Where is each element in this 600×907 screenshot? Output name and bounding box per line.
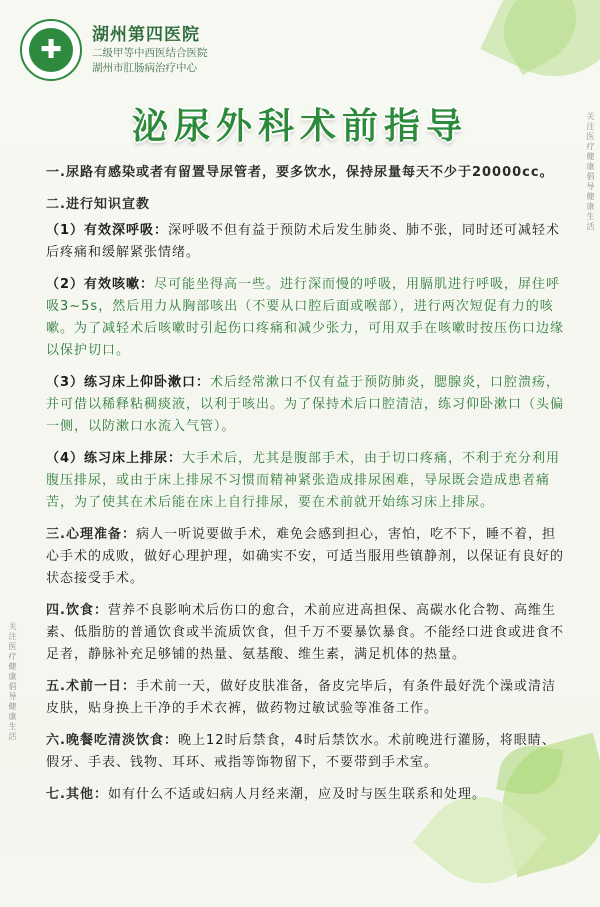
section-3 — [46, 524, 568, 590]
item-label: （2）有效咳嗽： — [46, 277, 155, 292]
hospital-subtitle-2: 湖州市肛肠病治疗中心 — [92, 62, 197, 74]
item-label: （4）练习床上排尿： — [46, 451, 183, 466]
section-2-item-2 — [46, 274, 568, 362]
section-label: 四.饮食： — [46, 603, 108, 618]
section-2-item-3 — [46, 372, 568, 438]
cross-icon: ✚ — [29, 28, 73, 72]
guide-content — [46, 162, 568, 810]
section-label: 三.心理准备： — [46, 527, 136, 542]
item-text: 尽可能坐得高一些。进行深而慢的呼吸，用膈肌进行呼吸，屏住呼吸3~5s，然后用力从胸部咳出（不要从口腔后面或喉部），进行两次短促有力的咳嗽。为了减轻术后咳嗽时引起伤口疼痛和减少张力，可用双手在咳嗽时按压伤口边缘以保护切口。 — [46, 277, 565, 358]
side-slogan-left: 关注医疗健康倡导健康生活 — [8, 622, 17, 742]
section-text: 病人一听说要做手术，难免会感到担心，害怕，吃不下，睡不着，担心手术的成败，做好心理护理，如确实不安，可适当服用些镇静剂，以保证有良好的状态接受手术。 — [46, 527, 565, 586]
side-slogan-right: 关注医疗健康倡导健康生活 — [586, 112, 595, 232]
section-1: 一.尿路有感染或者有留置导尿管者，要多饮水，保持尿量每天不少于20000cc。 — [46, 165, 554, 180]
item-text: 深呼吸不但有益于预防术后发生肺炎、肺不张，同时还可减轻术后疼痛和缓解紧张情绪。 — [46, 223, 561, 260]
item-label: （3）练习床上仰卧漱口： — [46, 375, 211, 390]
section-label: 七.其他： — [46, 787, 108, 802]
section-text: 如有什么不适或妇病人月经来潮，应及时与医生联系和处理。 — [107, 787, 486, 802]
section-7 — [46, 784, 568, 806]
hospital-info — [92, 24, 208, 76]
hospital-header — [20, 18, 208, 82]
section-text: 营养不良影响术后伤口的愈合，术前应进高担保、高碳水化合物、高维生素、低脂肪的普通饮食或半流质饮食，但千万不要暴饮暴食。不能经口进食或进食不足者，静脉补充足够铺的热量、氨基酸、维生素，满足机体的热量。 — [46, 603, 565, 662]
hospital-subtitle-1: 二级甲等中西医结合医院 — [92, 47, 208, 59]
page-title: 泌尿外科术前指导 — [131, 106, 468, 147]
section-label: 六.晚餐吃清淡饮食： — [46, 733, 178, 748]
item-label: （1）有效深呼吸： — [46, 223, 169, 238]
section-text: 晚上12时后禁食，4时后禁饮水。术前晚进行灌肠，将眼睛、假牙、手表、钱物、耳环、戒指等饰物留下，不要带到手术室。 — [46, 733, 556, 770]
section-2-item-1 — [46, 220, 568, 264]
hospital-name: 湖州第四医院 — [92, 25, 200, 45]
hospital-logo — [20, 19, 82, 81]
section-2-heading: 二.进行知识宣教 — [46, 197, 150, 212]
section-6 — [46, 730, 568, 774]
section-2-item-4 — [46, 448, 568, 514]
section-4 — [46, 600, 568, 666]
section-5 — [46, 676, 568, 720]
section-label: 五.术前一日： — [46, 679, 136, 694]
item-text: 大手术后，尤其是腹部手术，由于切口疼痛，不利于充分利用腹压排尿，或由于床上排尿不习惯而精神紧张造成排尿困难，导尿既会造成患者痛苦，为了使其在术后能在床上自行排尿，要在术前就开始练习床上排尿。 — [46, 451, 561, 510]
item-text: 术后经常漱口不仅有益于预防肺炎，腮腺炎，口腔溃疡，并可借以稀释粘稠痰液，以利于咳出。为了保持术后口腔清洁，练习仰卧漱口（头偏一侧，以防漱口水流入气管）。 — [46, 375, 565, 434]
section-text: 手术前一天，做好皮肤准备，备皮完毕后，有条件最好洗个澡或清洁皮肤，贴身换上干净的手术衣裤，做药物过敏试验等准备工作。 — [46, 679, 556, 716]
